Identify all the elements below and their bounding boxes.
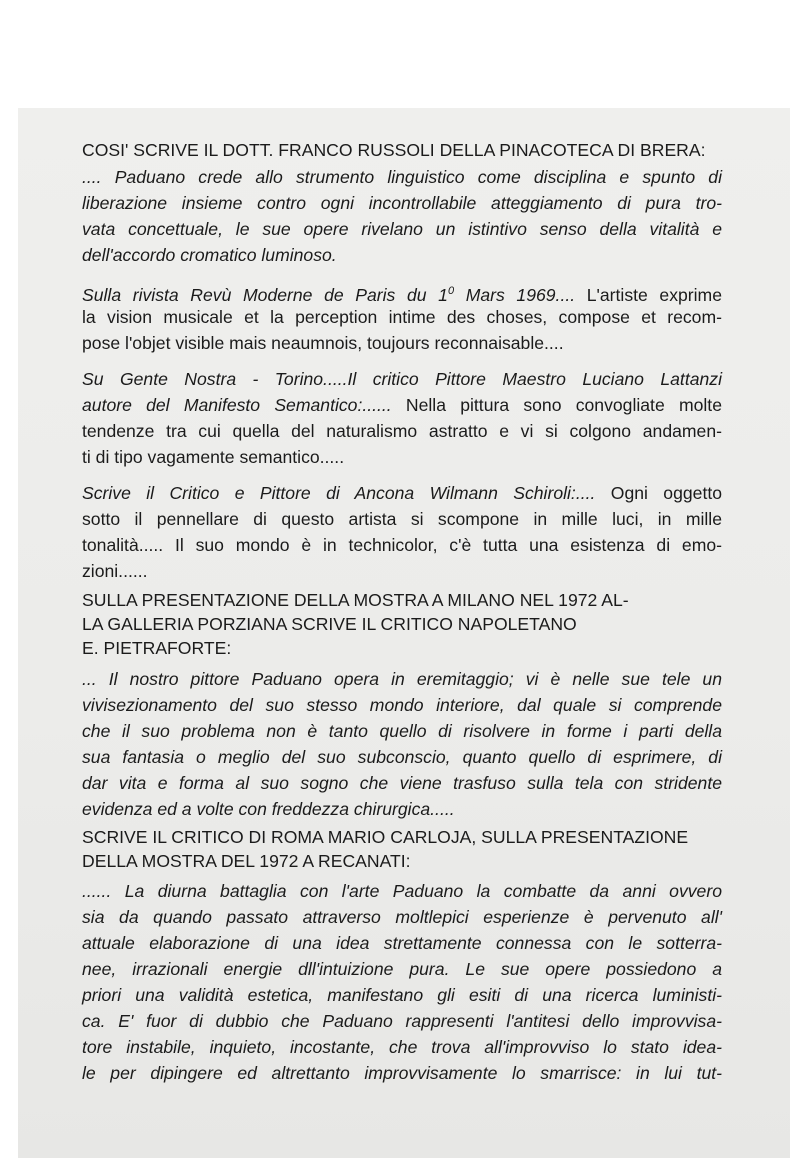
schiroli-line-2: sotto il pennellare di questo artista si scompone in mille luci, in mille xyxy=(82,509,722,529)
gente-line-2 xyxy=(82,395,722,415)
carloja-line-1: ...... La diurna battaglia con l'arte Paduano la combatte da anni ovvero xyxy=(82,881,722,901)
heading-carloja-line-1: SCRIVE IL CRITICO DI ROMA MARIO CARLOJA, SULLA PRESENTAZIONE xyxy=(82,827,689,847)
pietraforte-line-4: sua fantasia o meglio del suo subconscio, quanto quello di esprimere, di xyxy=(82,747,722,767)
pietraforte-line-5: dar vita e forma al suo sogno che viene trasfuso sulla tela con stridente xyxy=(82,773,722,793)
carloja-line-5: priori una validità estetica, manifestano gli esiti di una ricerca luministi- xyxy=(82,985,722,1005)
revu-line-3: pose l'objet visible mais neaumnois, toujours reconnaisable.... xyxy=(82,333,564,353)
russoli-line-2: liberazione insieme contro ogni incontrollabile atteggiamento di pura tro- xyxy=(82,193,722,213)
revu-line-2: la vision musicale et la perception intime des choses, compose et recom- xyxy=(82,307,722,327)
heading-pietraforte-line-1: SULLA PRESENTAZIONE DELLA MOSTRA A MILANO NEL 1972 AL- xyxy=(82,590,629,610)
russoli-line-4: dell'accordo cromatico luminoso. xyxy=(82,245,337,265)
russoli-line-3: vata concettuale, le sue opere rivelano un istintivo senso della vitalità e xyxy=(82,219,722,239)
pietraforte-line-1: ... Il nostro pittore Paduano opera in eremitaggio; vi è nelle sue tele un xyxy=(82,669,722,689)
russoli-line-1: .... Paduano crede allo strumento linguistico come disciplina e spunto di xyxy=(82,167,722,187)
schiroli-text-start: Ogni oggetto xyxy=(595,483,723,503)
carloja-line-4: nee, irrazionali energie dll'intuizione pura. Le sue opere possiedono a xyxy=(82,959,722,979)
pietraforte-line-6: evidenza ed a volte con freddezza chirurgica..... xyxy=(82,799,455,819)
gente-line-3: tendenze tra cui quella del naturalismo astratto e vi si colgono andamen- xyxy=(82,421,722,441)
heading-carloja-line-2: DELLA MOSTRA DEL 1972 A RECANATI: xyxy=(82,851,411,871)
gente-text-start: Nella pittura sono convogliate molte xyxy=(391,395,722,415)
revu-superscript: 0 xyxy=(447,285,455,297)
carloja-line-8: le per dipingere ed altrettanto improvvisamente lo smarrisce: in lui tut- xyxy=(82,1063,722,1083)
gente-source: autore del Manifesto Semantico:...... xyxy=(82,395,392,415)
revu-line-1 xyxy=(82,281,722,305)
carloja-line-6: ca. E' fuor di dubbio che Paduano rappresenti l'antitesi dello improvvisa- xyxy=(82,1011,722,1031)
gente-line-4: ti di tipo vagamente semantico..... xyxy=(82,447,345,467)
revu-text-start: L'artiste exprime xyxy=(575,284,722,305)
schiroli-source: Scrive il Critico e Pittore di Ancona Wilmann Schiroli:.... xyxy=(82,483,596,503)
schiroli-line-3: tonalità..... Il suo mondo è in technicolor, c'è tutta una esistenza di emo- xyxy=(82,535,722,555)
revu-date: Mars 1969.... xyxy=(454,284,576,305)
carloja-line-3: attuale elaborazione di una idea strettamente connessa con le sotterra- xyxy=(82,933,722,953)
heading-russoli: COSI' SCRIVE IL DOTT. FRANCO RUSSOLI DELLA PINACOTECA DI BRERA: xyxy=(82,140,706,160)
carloja-line-2: sia da quando passato attraverso moltlepici esperienze è pervenuto all' xyxy=(82,907,722,927)
heading-pietraforte-line-3: E. PIETRAFORTE: xyxy=(82,638,232,658)
schiroli-line-4: zioni...... xyxy=(82,561,148,581)
pietraforte-line-3: che il suo problema non è tanto quello di risolvere in forme i parti della xyxy=(82,721,722,741)
gente-line-1: Su Gente Nostra - Torino.....Il critico Pittore Maestro Luciano Lattanzi xyxy=(82,369,722,389)
heading-pietraforte-line-2: LA GALLERIA PORZIANA SCRIVE IL CRITICO NAPOLETANO xyxy=(82,614,577,634)
carloja-line-7: tore instabile, inquieto, incostante, che trova all'improvviso lo stato idea- xyxy=(82,1037,722,1057)
schiroli-line-1 xyxy=(82,483,722,503)
pietraforte-line-2: vivisezionamento del suo stesso mondo interiore, dal quale si comprende xyxy=(82,695,722,715)
revu-source: Sulla rivista Revù Moderne de Paris du 1 xyxy=(82,284,448,305)
